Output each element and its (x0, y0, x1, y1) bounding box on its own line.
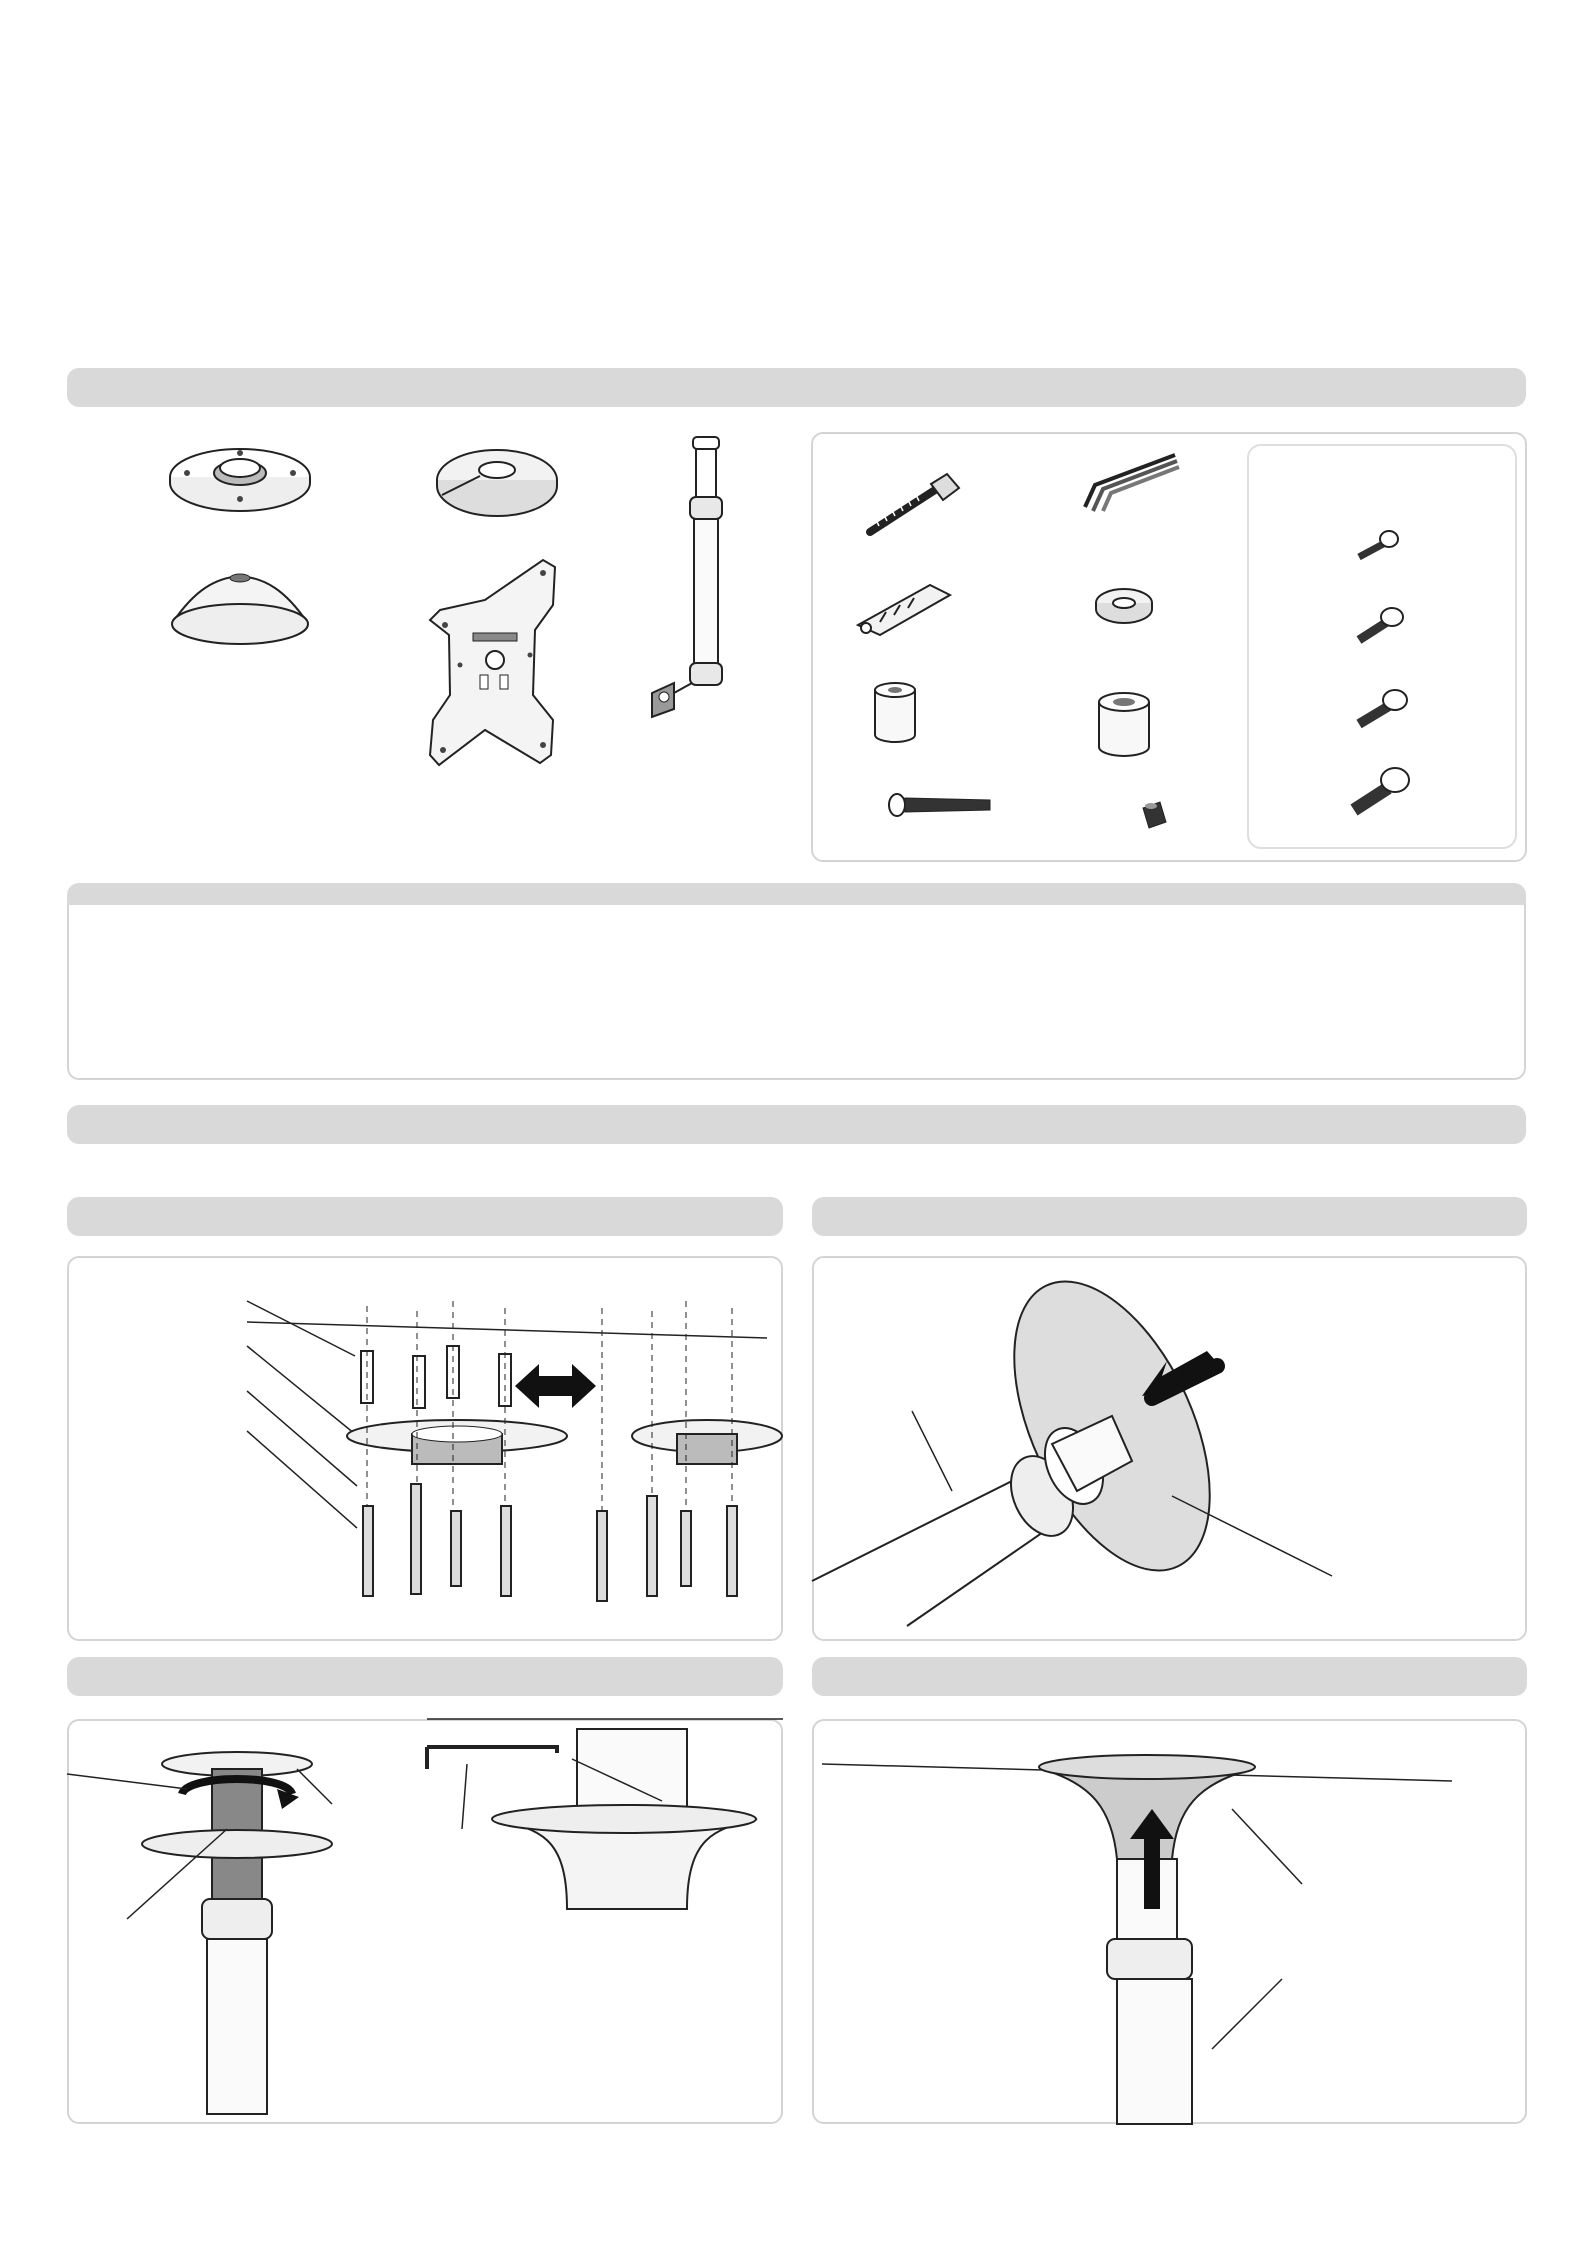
short-spacer-icon (870, 680, 920, 745)
step-3-illustration (67, 1719, 783, 2124)
countersunk-screw-icon (885, 788, 995, 823)
ceiling-cover-icon (165, 560, 315, 655)
step-1-bar (67, 1197, 783, 1236)
m4-screw-icon (1355, 525, 1405, 565)
wall-anchor-icon (850, 570, 960, 640)
vesa-plate-icon (425, 555, 565, 770)
m5-screw-icon (1355, 602, 1410, 647)
installation-header-bar (67, 1105, 1526, 1144)
extension-pole-icon (640, 435, 720, 735)
set-screw-icon (1138, 800, 1168, 832)
lag-bolt-icon (865, 470, 965, 540)
step-2-illustration (812, 1256, 1527, 1641)
long-spacer-icon (1095, 690, 1153, 760)
step-4-illustration (812, 1719, 1527, 2124)
step-4-bar (812, 1657, 1527, 1696)
flat-washer-icon (1093, 585, 1155, 625)
step-2-bar (812, 1197, 1527, 1236)
hex-keys-icon (1065, 445, 1185, 515)
ceiling-plate-icon (165, 435, 315, 525)
m6-screw-icon (1355, 684, 1413, 732)
notes-panel (67, 905, 1526, 1080)
split-cover-ring-icon (432, 440, 562, 520)
m8-screw-icon (1350, 762, 1415, 818)
step-3-bar (67, 1657, 783, 1696)
parts-header-bar (67, 368, 1526, 407)
step-1-illustration (67, 1256, 783, 1641)
